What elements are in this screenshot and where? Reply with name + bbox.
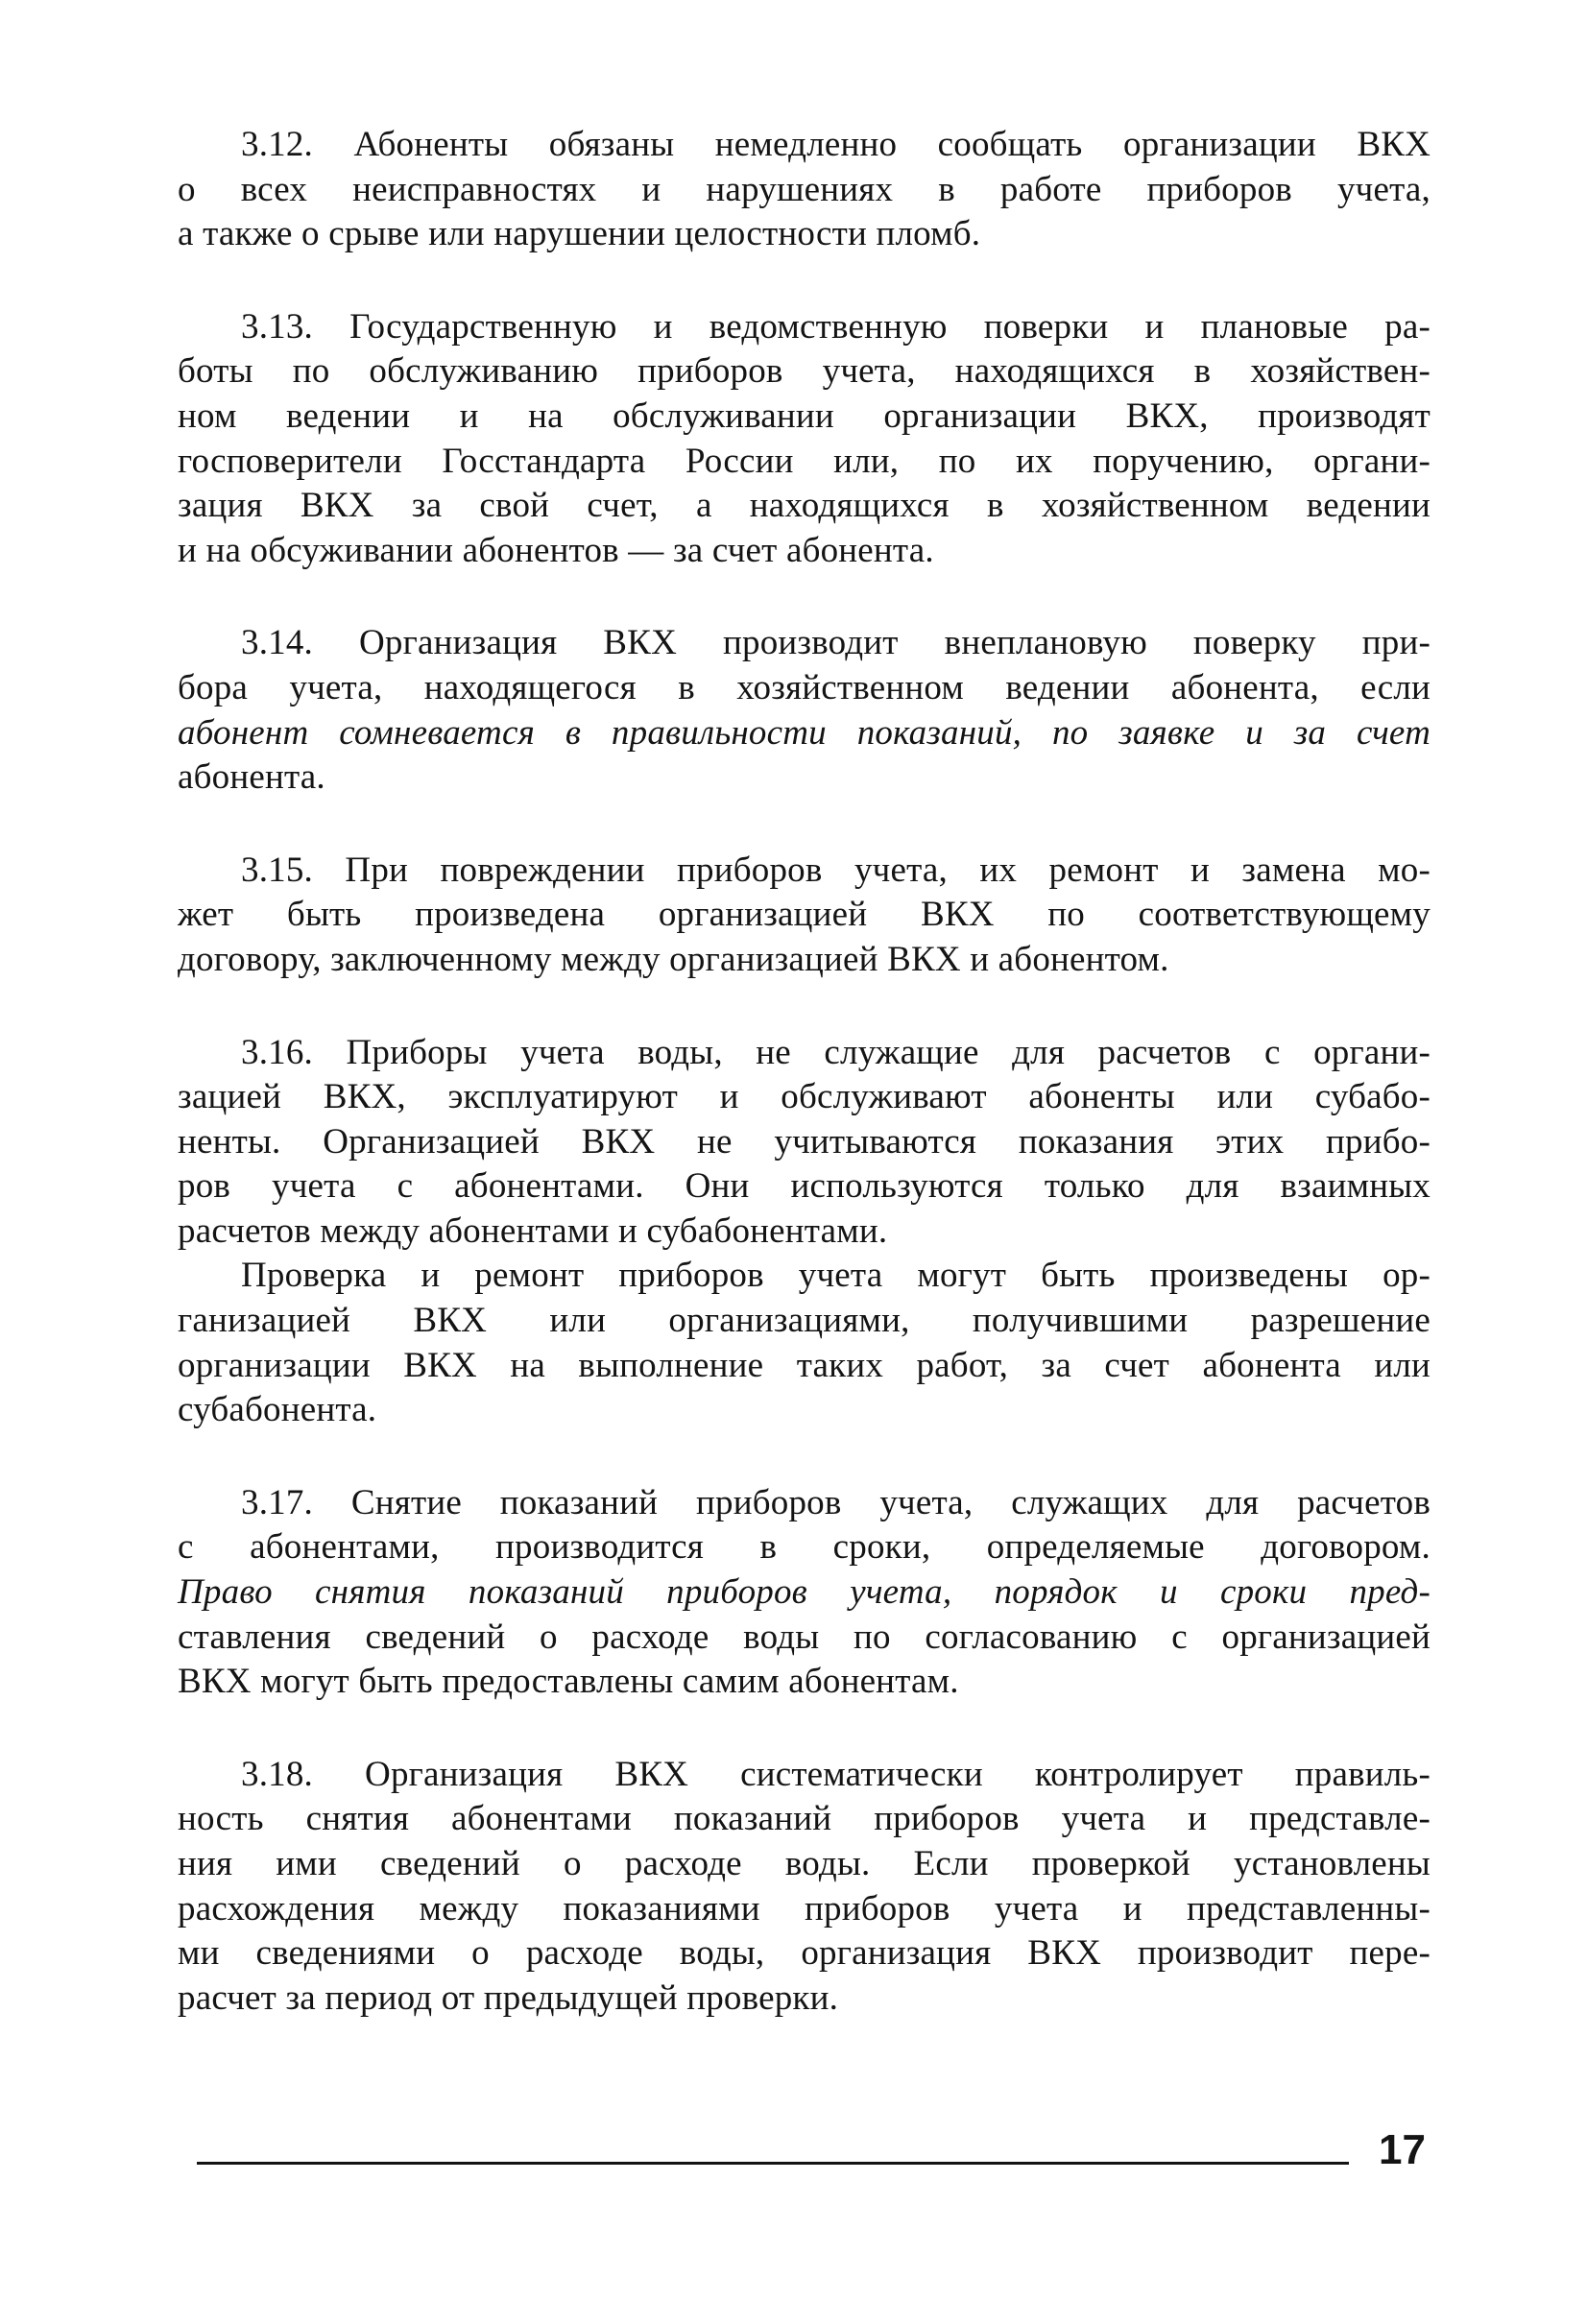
page-footer [197,2126,1426,2184]
text-line: боты по обслуживанию приборов учета, находящихся в хозяйствен- [178,351,1431,392]
paragraph-3-16-continued [178,1254,1431,1432]
text-line: субабонента. [178,1390,377,1430]
text-line: ВКХ могут быть предоставлены самим абонентам. [178,1662,959,1702]
text-line: ставления сведений о расходе воды по согласованию с организацией [178,1617,1431,1657]
paragraph-3-12 [178,123,1431,257]
page-number: 17 [1379,2126,1426,2173]
text-line: зация ВКХ за свой счет, а находящихся в хозяйственном ведении [178,486,1431,526]
text-line: расхождения между показаниями приборов учета и представленны- [178,1888,1431,1929]
text-line: расчетов между абонентами и субабонентами. [178,1210,888,1251]
text-line: ния ими сведений о расходе воды. Если проверкой установлены [178,1844,1431,1883]
paragraph-3-14 [178,621,1431,800]
text-line: 3.17. Снятие показаний приборов учета, служащих для расчетов [241,1482,1431,1522]
document-body [178,123,1431,2021]
text-line: ров учета с абонентами. Они используются только для взаимных [178,1166,1431,1207]
text-line: ность снятия абонентами показаний приборов учета и представле- [178,1799,1431,1839]
text-line: ненты. Организацией ВКХ не учитываются показания этих прибо- [178,1121,1431,1162]
text-line: 3.18. Организация ВКХ систематически контролирует правиль- [241,1754,1431,1794]
text-line: договору, заключенному между организацией ВКХ и абонентом. [178,939,1169,979]
text-line: Проверка и ремонт приборов учета могут быть произведены ор- [241,1256,1431,1296]
text-line: Право снятия показаний приборов учета, порядок и сроки пред- [178,1572,1431,1613]
text-line: абонент сомневается в правильности показаний, по заявке и за счет [178,712,1431,753]
text-line: с абонентами, производится в сроки, определяемые договором. [178,1527,1431,1568]
text-line: ганизацией ВКХ или организациями, получившими разрешение [178,1301,1431,1341]
text-line: 3.13. Государственную и ведомственную поверки и плановые ра- [241,306,1431,347]
text-line: 3.15. При повреждении приборов учета, их ремонт и замена мо- [241,850,1431,890]
text-line: ном ведении и на обслуживании организации ВКХ, производят [178,395,1431,436]
text-line: ми сведениями о расходе воды, организация ВКХ производит пере- [178,1933,1431,1974]
text-line: жет быть произведена организацией ВКХ по соответствующему [178,895,1431,935]
paragraph-3-18 [178,1753,1431,2022]
text-line: а также о срыве или нарушении целостности пломб. [178,214,981,254]
text-line: госповерители Госстандарта России или, по их поручению, органи- [178,441,1431,481]
text-line: о всех неисправностях и нарушениях в работе приборов учета, [178,169,1431,209]
footer-divider [197,2162,1349,2165]
text-line: 3.12. Абоненты обязаны немедленно сообщать организации ВКХ [241,125,1431,164]
text-line: бора учета, находящегося в хозяйственном ведении абонента, если [178,667,1431,707]
text-line: 3.14. Организация ВКХ производит внеплановую поверку при- [241,623,1431,663]
paragraph-3-15 [178,849,1431,983]
text-line: 3.16. Приборы учета воды, не служащие для расчетов с органи- [241,1032,1431,1072]
paragraph-3-13 [178,305,1431,574]
text-line: абонента. [178,757,325,798]
text-line: и на обсуживании абонентов — за счет абонента. [178,530,934,570]
paragraph-3-17 [178,1481,1431,1705]
text-line: расчет за период от предыдущей проверки. [178,1977,839,2018]
text-line: зацией ВКХ, эксплуатируют и обслуживают абоненты или субабо- [178,1077,1431,1117]
text-line: организации ВКХ на выполнение таких работ, за счет абонента или [178,1345,1431,1385]
paragraph-3-16 [178,1031,1431,1255]
